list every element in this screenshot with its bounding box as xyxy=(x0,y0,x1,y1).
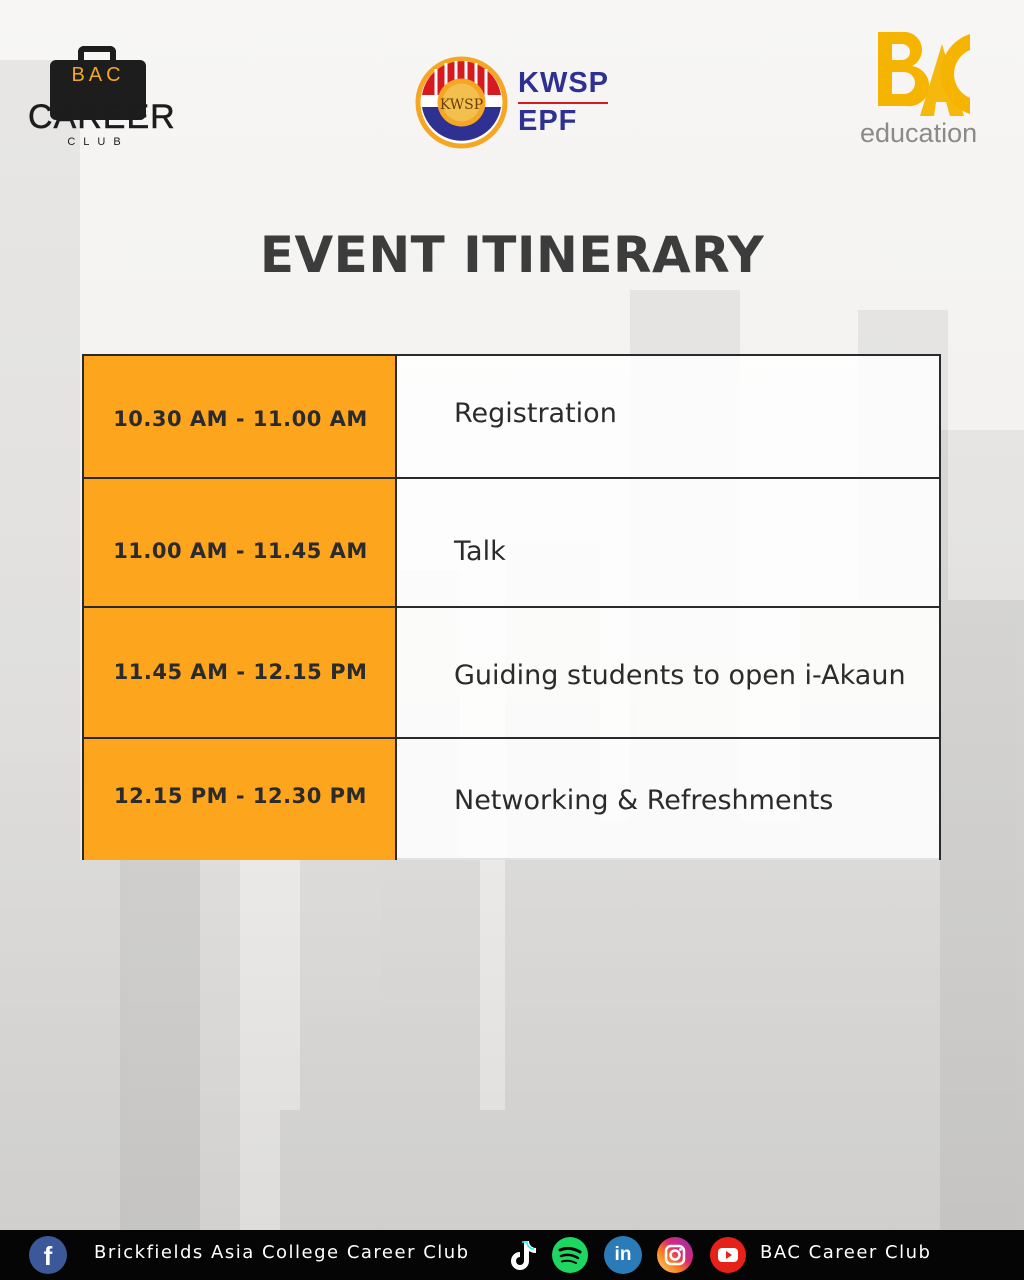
table-row xyxy=(84,477,939,608)
instagram-icon[interactable] xyxy=(656,1236,694,1274)
activity-cell: Networking & Refreshments xyxy=(397,739,939,860)
activity-cell: Talk xyxy=(397,479,939,608)
youtube-icon[interactable] xyxy=(709,1236,747,1274)
time-cell: 10.30 AM - 11.00 AM xyxy=(84,356,397,477)
bac-career-club-logo: BAC CAREER CLUB xyxy=(28,42,168,152)
time-cell: 12.15 PM - 12.30 PM xyxy=(84,739,397,860)
facebook-icon[interactable]: f xyxy=(29,1236,67,1274)
svg-text:KWSP: KWSP xyxy=(439,97,484,113)
kwsp-seal-icon xyxy=(414,55,509,150)
table-row xyxy=(84,606,939,739)
tiktok-icon[interactable] xyxy=(505,1237,541,1273)
activity-cell: Registration xyxy=(397,356,939,477)
itinerary-table xyxy=(82,354,941,860)
table-row xyxy=(84,737,939,860)
linkedin-icon[interactable]: in xyxy=(604,1236,642,1274)
kwsp-epf-logo: KWSP KWSP EPF xyxy=(414,55,614,150)
time-cell: 11.00 AM - 11.45 AM xyxy=(84,479,397,608)
table-row xyxy=(84,356,939,477)
bac-education-logo: education xyxy=(858,30,988,155)
spotify-icon[interactable] xyxy=(551,1236,589,1274)
bac-monogram-icon xyxy=(858,30,988,118)
page-title: EVENT ITINERARY xyxy=(259,226,765,284)
time-cell: 11.45 AM - 12.15 PM xyxy=(84,608,397,739)
activity-cell: Guiding students to open i-Akaun xyxy=(397,608,939,739)
social-footer xyxy=(0,1230,1024,1280)
social-handle[interactable]: BAC Career Club xyxy=(760,1242,932,1263)
facebook-page-name[interactable]: Brickfields Asia College Career Club xyxy=(94,1242,470,1263)
